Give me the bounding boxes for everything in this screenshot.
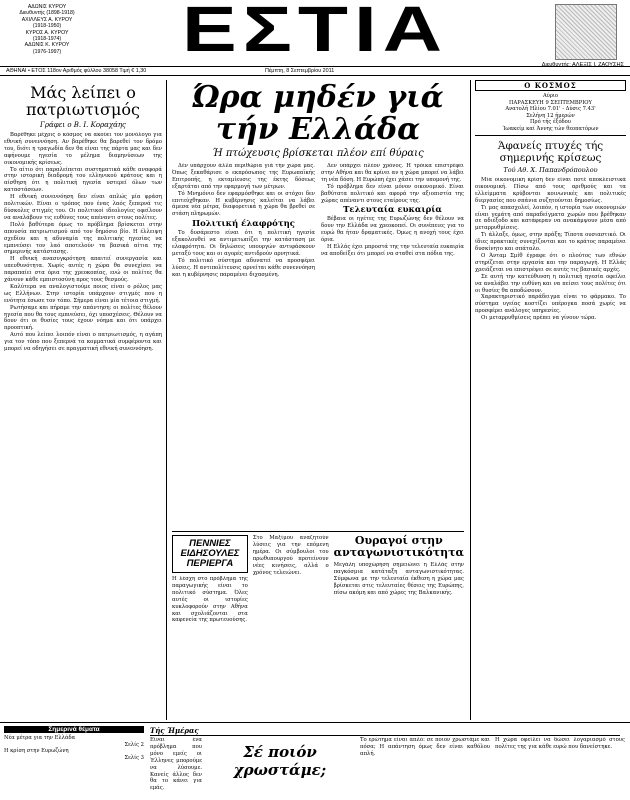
paragraph: Τι άλλαξε, όμως, στην πράξη; Τίποτα ουσιαστικό. Οι ίδιες πρακτικές συνεχίζονται και το κράτος παραμένει δυσκίνητο και σπάταλο. <box>475 232 626 253</box>
editorial-title: Μάς λείπει ο πατριωτισμός <box>26 83 140 119</box>
day-section-label: Τής Ήμέρας <box>150 726 620 736</box>
paragraph: Δεν υπάρχει πλέον χρόνος. Η τρόικα επιστρέφει στην Αθήνα και θα κρίνει αν η χώρα μπορεί να λάβει τη νέα δόση. Η Ευρώπη έχει χάσει την υπομονή της. <box>321 163 464 183</box>
founder-line: ΑΔΩΝΙΣ ΚΥΡΟΥ <box>27 4 67 10</box>
brief-news-col-2: Στο Μαξίμου αναζητούν λύσεις για την επόμενη ημέρα. Οι σύμβουλοι του πρωθυπουργού προτείνουν νέες κινήσεις, αλλά ο χρόνος τελειώνει. <box>252 535 329 576</box>
competitiveness-body: Μεγάλη υποχώρηση σημειώνει η Ελλάς στην παγκόσμια κατάταξη ανταγωνιστικότητας. Σύμφωνα με την τελευταία έκθεση η χώρα μας βρίσκεται στις τελευταίες θέσεις της Ευρώπης, πίσω ακόμη και από χώρες της Βαλκανικής. <box>333 562 464 596</box>
issue-date: Πέμπτη, 8 Σεπτεμβρίου 2011 <box>265 68 335 74</box>
day-body-left: Είναι ένα πρόβλημα που μόνο εμείς οι Έλληνες μπορούμε να λύσουμε. Κανείς άλλος δεν θα το κάνει για εμάς. <box>150 737 202 792</box>
founder-line: ΑΔΩΝΙΣ Κ. ΚΥΡΟΥ <box>24 42 70 49</box>
competitiveness-story <box>334 535 464 717</box>
contents-page: Σελίς 2 <box>124 741 144 748</box>
calendar-line: Ίωακείμ καί Άννης τών θεοπατόρων <box>502 125 599 132</box>
issue-info-bar <box>0 66 630 76</box>
lead-story <box>172 82 464 532</box>
contents-page: Σελίς 3 <box>124 754 144 761</box>
paragraph: Αυτό που λείπει λοιπόν είναι ο πατριωτισμός, η αγάπη για τον τόπο που ξεπερνά τα κομματικά συμφέροντα και μπορεί να οδηγήσει σε πραγματική εθνική συνεννόηση. <box>4 332 162 353</box>
lead-story-col-1 <box>172 163 315 279</box>
world-section-label: Ο ΚΟΣΜΟΣ <box>475 80 626 91</box>
paragraph: Τι μας απασχολεί, λοιπόν, η ιστορία των οικονομιών είναι γεμάτη από παραδείγματα χωρών που βρέθηκαν σε αδιέξοδο και κατάφεραν να ανακάμψουν μέσα από μεταρρυθμίσεις. <box>475 204 626 232</box>
paragraph: Μία οικονομική κρίση δεν είναι ποτέ αποκλειστικά οικονομική. Πίσω από τους αριθμούς και τα ελλείμματα κρύβονται κοινωνικές και πολιτικές διεργασίες που σπάνια συζητούνται δημοσίως. <box>475 177 626 204</box>
editorial-column <box>4 80 167 720</box>
paragraph: Η εθνική ανασυγκρότηση απαιτεί συνεργασία και υπευθυνότητα. Χωρίς αυτές η χώρα θα συνεχίσει να παραπαίει στα όρια της χρεοκοπίας, ενώ οι πολίτες θα χάνουν κάθε εμπιστοσύνη προς τους θεσμούς. <box>4 256 162 284</box>
day-body-right: Η χώρα οφείλει να δώσει λογαριασμό στους πολίτες της για κάθε ευρώ που δανείστηκε. <box>495 737 625 750</box>
contents-label: Σημερινά θέματα <box>4 726 144 733</box>
founder-line: ΚΥΡΟΣ Α. ΚΥΡΟΥ <box>25 29 69 36</box>
brief-news-box <box>172 535 248 717</box>
paragraph: Καλύτερα να αναλογιστούμε ποιος είναι ο ρόλος μας ως Ελλήνων. Στην ιστορία υπάρχουν στιγμές που η ενότητα έσωσε τον τόπο. Σήμερα είναι μία τέτοια στιγμή. <box>4 283 162 304</box>
paragraph: Τό πολιτικό σύστημα αδυνατεί να προσφέρει λύσεις. Η αντιπολίτευσις αρνείται κάθε συνεννόηση και η κυβέρνησις παραμένει διχασμένη. <box>172 257 315 278</box>
editorial-body <box>4 132 162 687</box>
lead-story-body <box>172 163 464 279</box>
paragraph: Η εθνική συνεννόηση δεν είναι απλώς μία φράση πολιτικών. Είναι ο τρόπος που ένας λαός ξεπερνά τις δύσκολες στιγμές του. Οι πολιτικοί ιδεολογίες οφείλουν να αναλάβουν τις ευθύνες τους απέναντι στους πολίτες. <box>4 194 162 221</box>
newspaper-title: ΕΣΤΙΑ <box>182 0 448 66</box>
founder-line: (1976-1997) <box>32 48 62 55</box>
paragraph: Χαρακτηριστικό παράδειγμα είναι το φάρμακο. Το σύστημα υγείας κοστίζει υπέρογκα ποσά χωρίς να προσφέρει ανάλογες υπηρεσίες. <box>475 294 626 315</box>
brief-news-body: Η λέσχη στο πρόβλημα της παραγωγικής είναι το πολιτικό σύστημα. Όλες αυτές οι ιστορίες κυκλοφορούν στην Αθήνα και σχολιάζονται στα καφενεία της πρωτευούσης. <box>172 576 248 624</box>
founder-line: (1918-1974) <box>32 36 62 43</box>
paragraph: Το δυσάρεστο είναι ότι η πολιτική ηγεσία εξακολουθεί να αντιμετωπίζει την κατάσταση με ελαφρότητα. Οι δηλώσεις υπουργών αντιφάσκουν μεταξύ τους και οι αγορές αντιδρούν αρνητικά. <box>172 230 315 257</box>
paragraph: Το αίτιο ότι παραλείπεται συστηματικά κάθε αναφορά στην ιστορική διαδρομή του ελληνικού κράτους και η αίσθηση ότι η πολιτική ηγεσία υστερεί όλων των καταστάσεων. <box>4 166 162 194</box>
lead-story-col-2 <box>321 163 464 279</box>
paragraph: Οι μεταρρυθμίσεις πρέπει να γίνουν τώρα. <box>481 315 597 322</box>
paragraph: Βαρέθηκε μέχρις ο κόσμος να ακούει τον μονόλογο για εθνική συνεννόηση. Αν βαρέθηκε θα βαρεθεί τον δρόμο του, διότι η τραγωδία δεν θα είναι της πάρτα μας και δεν αφήνουμε ηγεσία το μέλημα διαμηνύσεων της οικονομικής κρίσεως. <box>4 132 162 166</box>
contents-box <box>4 726 144 799</box>
crest-emblem-icon <box>555 4 617 60</box>
contents-item: Η κρίση στην Ευρωζώνη <box>4 748 69 755</box>
lead-story-column <box>172 80 464 720</box>
paragraph: Σε αυτή την κατεύθυνση η πολιτική ηγεσία οφείλει να αναλάβει την ευθύνη και να πείσει τους πολίτες ότι οι θυσίες θα αποδώσουν. <box>475 273 626 294</box>
paragraph: Τό Μνημόνιο δεν εφαρμόσθηκε και οι στόχοι δεν επιτεύχθηκαν. Η κυβέρνησις καλείται να λάβει άμεσα νέα μέτρα, διαφορετικά η χώρα θα βρεθεί σε στάση πληρωμών. <box>172 190 315 218</box>
calendar-line: Σελήνη 12 ήμερών <box>526 112 575 119</box>
paragraph: Ρωτήσαμε και πήραμε την απάντηση: οι πολίτες θέλουν ηγεσία που θα τους εμπνεύσει, όχι υποσχέσεις. Θέλουν να δουν ότι οι θυσίες τους έχουν νόημα και ότι υπάρχει προοπτική. <box>4 304 162 332</box>
contents-item: Νέα μέτρα για την Ελλάδα <box>4 735 76 741</box>
paragraph: Βέβαια οι ηγέτες της Ευρωζώνης δεν θέλουν να δουν την Ελλάδα να χρεοκοπεί. Οι συνέπειες για το ευρώ θα ήταν δραματικές. Όμως η ανοχή τους έχει όρια. <box>321 216 464 244</box>
masthead <box>0 0 630 72</box>
editorial-author: Γράφει ο Β. Ι. Κοραχάης <box>40 121 126 129</box>
paragraph: Η Ελλάς έχει μπροστά της την τελευταία ευκαιρία να αποδείξει ότι μπορεί να σταθεί στα πόδια της. <box>321 243 464 257</box>
day-body-mid: Το ερώτημα είναι απλό: σε ποιον χρωστάμε και πόσα; Η απάντηση όμως δεν είναι καθόλου απλή. <box>360 737 490 757</box>
founder-line: ΑΧΙΛΛΕΥΣ Α. ΚΥΡΟΥ <box>21 16 73 23</box>
opinion-headline: Άφανείς πτυχές τής σημερινής κρίσεως <box>497 140 604 164</box>
calendar-line: Πρό τής έξόδου <box>530 119 571 125</box>
lead-subheadline: Ή πτώχευσις βρίσκεται πλέον επί θύραις <box>212 148 424 159</box>
section-subheading: Τελευταία ευκαιρία <box>343 205 442 216</box>
secondary-stories <box>172 535 464 717</box>
opinion-author: Τού Αθ. Χ. Παπανδρόπουλου <box>503 166 598 174</box>
calendar-line: Ανατολή Ηλίου 7.01' - Δύσις 7.43' <box>505 106 596 112</box>
paragraph: Πολύ βαθύτερα όμως το πρόβλημα βρίσκεται στην απουσία πατριωτισμού από τον δημόσιο βίο. Η έλλειψη σχεδίου και η αδυναμία της πολιτικής ηγεσίας να εμπνεύσει τον λαό αποτελούν τα βασικά αίτια της σημερινής κατάστασης. <box>4 221 162 256</box>
competitiveness-headline: Ουραγοί στην ανταγωνιστικότητα <box>333 534 464 559</box>
opinion-body <box>475 177 626 697</box>
lead-headline: Ώρα μηδέν γιά τήν Ελλάδα <box>192 80 444 147</box>
calendar-box <box>475 93 626 136</box>
section-subheading: Πολιτική έλαφρότης <box>192 219 295 230</box>
founder-line: (1918-1950) <box>32 23 62 30</box>
bottom-strip <box>0 722 630 800</box>
day-headline: Σέ ποιόν χρωστάμε; <box>233 743 327 779</box>
calendar-line: ΠΑΡΑΣΚΕΥΗ 9 ΣΕΠΤΕΜΒΡΙΟΥ <box>509 99 592 106</box>
brief-news-label: ΠΕΝΝΙΕΣ ΕΙΔΗΣΟΥΛΕΣ ΠΕΡΙΕΡΓΑ <box>172 535 248 573</box>
director-credit: Διευθυντής: ΑΛΕΞΙΣ Ι. ΖΑΟΥΣΗΣ <box>541 62 624 68</box>
founders-list <box>6 4 88 55</box>
paragraph: Δέν υπάρχουν άλλα περιθώρια γιά τήν χώρα μας. Όπως ξεκαθάρισε ο εκπρόσωπος της Ευρωπαϊκής Επιτροπής, η εκταμίευσις της έκτης δόσεως εξαρτάται από την εφαρμογή των μέτρων. <box>172 163 315 190</box>
calendar-line: Αύριο <box>542 93 559 99</box>
world-column <box>470 80 626 720</box>
paragraph: Ο Άνταμ Σμίθ έγραφε ότι ο πλούτος των εθνών στηρίζεται στην εργασία και την παραγωγή. Η Ελλάς χρειάζεται να επιστρέψει σε αυτές τις βασικές αρχές. <box>475 252 626 273</box>
paragraph: Τό πρόβλημα δεν είναι μόνον οικονομικό. Είναι βαθύτατα πολιτικό και αφορά την αξιοπιστία της χώρας απέναντι στους εταίρους της. <box>321 183 464 204</box>
founder-line: Διευθυντής (1898-1918) <box>19 10 75 17</box>
contents-list <box>4 735 144 761</box>
issue-number: ΑΘΗΝΑΙ • ΕΤΟΣ 118ον Αριθμός φύλλου 38058 Τιμή € 1,30 <box>6 68 147 74</box>
